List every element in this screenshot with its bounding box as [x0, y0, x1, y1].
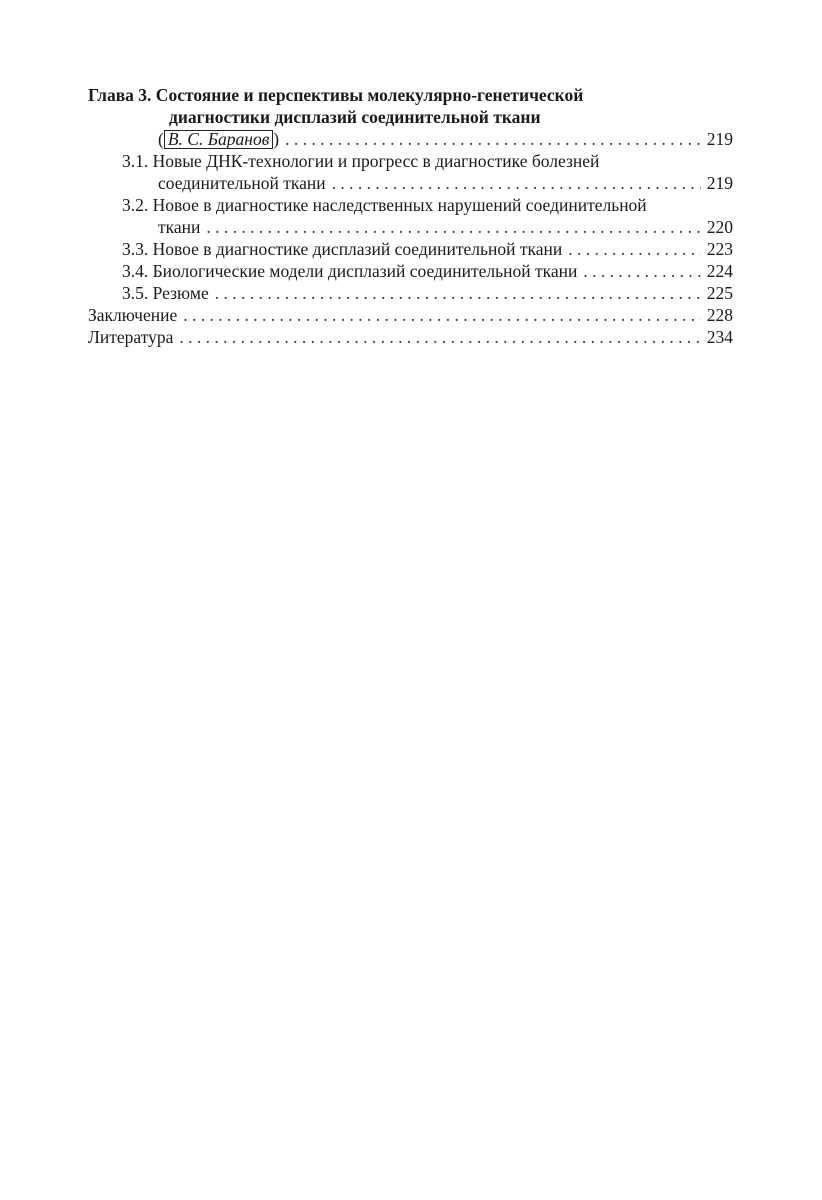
toc-entry-title-cont: ткани [158, 217, 201, 237]
author-close-paren: ) [273, 129, 280, 149]
dot-leader [215, 282, 701, 304]
toc-entry-title: Литература [88, 327, 174, 347]
chapter-title-line2: диагностики дисплазий соединительной ткани [169, 107, 541, 127]
toc-entry-3-1 [88, 150, 733, 194]
toc-entry-title: 3.3. Новое в диагностике дисплазий соединительной ткани [122, 239, 563, 259]
chapter-author [158, 128, 279, 150]
toc-entry-title: 3.2. Новое в диагностике наследственных нарушений соединительной [122, 195, 647, 215]
chapter-page-number: 219 [706, 129, 733, 149]
toc-page-number: 224 [706, 261, 733, 281]
toc-page-number: 223 [706, 239, 733, 259]
dot-leader [179, 326, 700, 348]
toc-page-number: 228 [706, 305, 733, 325]
chapter-author-entry [88, 128, 733, 150]
toc-entry-literature [88, 326, 733, 348]
chapter-title-line1: Глава 3. Состояние и перспективы молекулярно-генетической [88, 85, 584, 105]
chapter-title [88, 84, 733, 128]
dot-leader [568, 238, 701, 260]
toc-entry-title: 3.5. Резюме [122, 283, 209, 303]
dot-leader [332, 172, 701, 194]
toc-entry-3-3 [88, 238, 733, 260]
dot-leader [583, 260, 700, 282]
toc-entry-title-cont: соединительной ткани [158, 173, 326, 193]
toc-entry-3-4 [88, 260, 733, 282]
table-of-contents [88, 84, 733, 348]
toc-page-number: 219 [706, 173, 733, 193]
toc-entry-title: 3.4. Биологические модели дисплазий соединительной ткани [122, 261, 578, 281]
toc-entry-3-5 [88, 282, 733, 304]
toc-page-number: 225 [706, 283, 733, 303]
toc-entry-continuation [122, 172, 733, 194]
toc-entry-title: 3.1. Новые ДНК-технологии и прогресс в диагностике болезней [122, 151, 600, 171]
toc-entry-3-2 [88, 194, 733, 238]
toc-entry-conclusion [88, 304, 733, 326]
author-name-box: В. С. Баранов [164, 130, 273, 149]
toc-page-number: 220 [706, 217, 733, 237]
dot-leader [206, 216, 700, 238]
toc-entry-continuation [122, 216, 733, 238]
toc-page-number: 234 [706, 327, 733, 347]
dot-leader [285, 128, 701, 150]
dot-leader [183, 304, 701, 326]
toc-entry-title: Заключение [88, 305, 178, 325]
author-open-paren: ( [158, 129, 164, 149]
